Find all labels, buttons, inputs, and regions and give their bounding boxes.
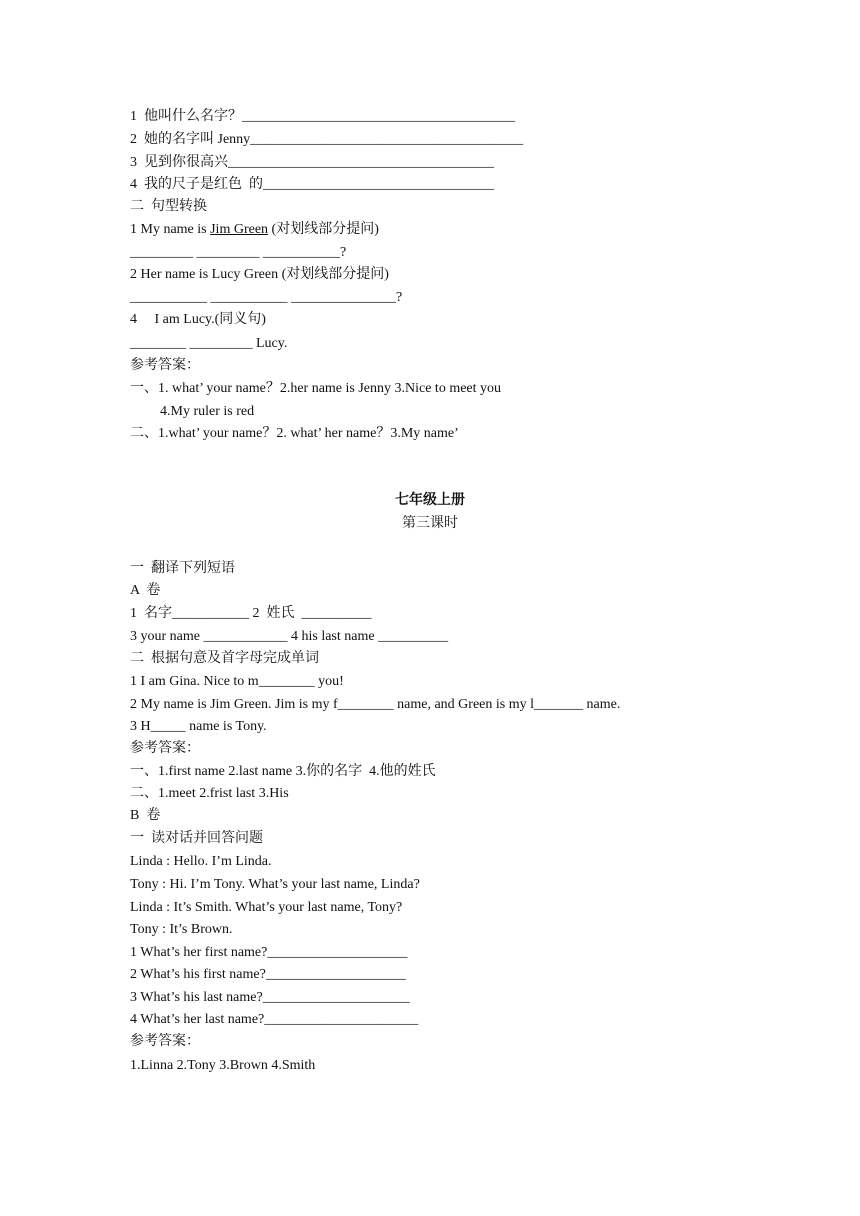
question-3: 3 What’s his last name?_____________________ (130, 990, 410, 1005)
transform-item-1-blank: _________ _________ ___________? (130, 245, 347, 260)
transform-item-4: 4 I am Lucy.(同义句) (130, 312, 266, 327)
page-title: 七年级上册 (395, 493, 465, 508)
answer-line-1: 一、1. what’ your name？2.her name is Jenny 3.Nice to meet you (130, 381, 502, 396)
translation-item-4: 4 我的尺子是红色 的_________________________________ (130, 177, 494, 192)
question-1: 1 What’s her first name?____________________ (130, 945, 408, 960)
transform-item-4-blank: ________ _________ Lucy. (130, 336, 288, 351)
section-title-translate: 一 翻译下列短语 (130, 561, 235, 576)
transform-item-1 (130, 221, 379, 239)
dialogue-line-2: Tony : Hi. I’m Tony. What’s your last name, Linda? (130, 877, 420, 892)
volume-b-label: B 卷 (130, 808, 161, 823)
fill-item-1: 1 I am Gina. Nice to m________ you! (130, 674, 344, 689)
answer-b-line: 1.Linna 2.Tony 3.Brown 4.Smith (130, 1058, 316, 1073)
answer-line-2: 二、1.what’ your name？2. what’ her name？3.My name’ (130, 426, 459, 441)
dialogue-line-1: Linda : Hello. I’m Linda. (130, 854, 272, 869)
question-2: 2 What’s his first name?____________________ (130, 967, 406, 982)
fill-item-3: 3 H_____ name is Tony. (130, 719, 267, 734)
volume-a-item-2: 3 your name ____________ 4 his last name __________ (130, 629, 449, 644)
transform-item-1-suffix: (对划线部分提问) (268, 222, 379, 237)
translation-item-2: 2 她的名字叫 Jenny_______________________________________ (130, 132, 524, 147)
fill-item-2: 2 My name is Jim Green. Jim is my f________ name, and Green is my l_______ name. (130, 697, 621, 712)
translation-item-1: 1 他叫什么名字？_______________________________________ (130, 109, 515, 124)
section-title-fill-words: 二 根据句意及首字母完成单词 (130, 651, 319, 666)
answer-line-1b: 4.My ruler is red (160, 404, 255, 419)
answer-a-line-1: 一、1.first name 2.last name 3.你的名字 4.他的姓氏 (130, 764, 436, 779)
answers-title: 参考答案： (130, 358, 200, 373)
section-title-dialogue: 一 读对话并回答问题 (130, 831, 263, 846)
answer-a-line-2: 二、1.meet 2.frist last 3.His (130, 786, 289, 801)
transform-item-1-underlined: Jim Green (210, 222, 269, 237)
transform-item-1-prefix: 1 My name is (130, 222, 211, 237)
translation-item-3: 3 见到你很高兴______________________________________ (130, 155, 494, 170)
transform-item-2-blank: ___________ ___________ _______________? (130, 290, 403, 305)
question-4: 4 What’s her last name?______________________ (130, 1012, 419, 1027)
dialogue-line-3: Linda : It’s Smith. What’s your last name, Tony? (130, 900, 403, 915)
volume-a-item-1: 1 名字___________ 2 姓氏 __________ (130, 606, 372, 621)
dialogue-line-4: Tony : It’s Brown. (130, 922, 233, 937)
answers-title-a: 参考答案： (130, 741, 200, 756)
answers-title-b: 参考答案： (130, 1034, 200, 1049)
transform-item-2: 2 Her name is Lucy Green (对划线部分提问) (130, 267, 389, 282)
lesson-subtitle: 第三课时 (402, 516, 458, 531)
section-title-sentence-transform: 二 句型转换 (130, 199, 207, 214)
volume-a-label: A 卷 (130, 583, 161, 598)
